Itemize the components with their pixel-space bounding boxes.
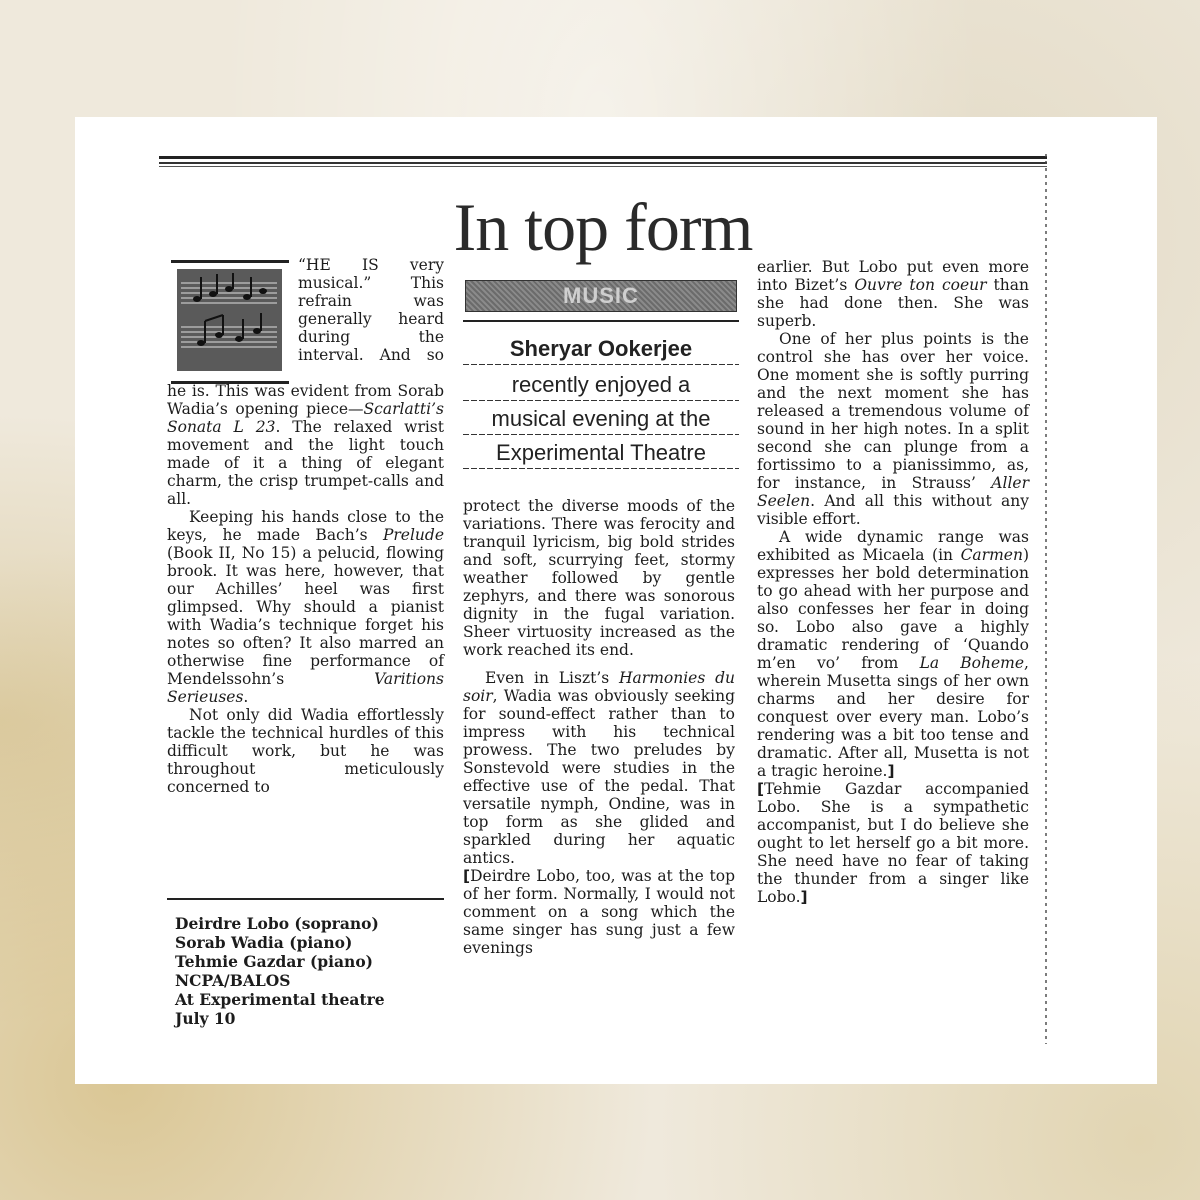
top-rule xyxy=(159,156,1047,159)
section-label: MUSIC xyxy=(563,283,639,308)
italic-title: Scarlatti’s Sonata L 23 xyxy=(167,400,444,436)
lead-line: “HE IS very xyxy=(298,256,444,274)
sheet-music-icon xyxy=(177,269,282,371)
top-rule-3 xyxy=(159,166,1047,167)
edit-bracket: [ xyxy=(463,867,471,885)
italic-title: La Boheme xyxy=(919,654,1025,672)
dotted-rule xyxy=(463,400,739,401)
edit-bracket: ] xyxy=(800,888,808,906)
paragraph xyxy=(757,330,1029,528)
info-line: Sorab Wadia (piano) xyxy=(175,933,353,952)
paragraph xyxy=(757,780,1029,906)
top-rule-2 xyxy=(159,162,1047,164)
text-run: Even in Liszt’s xyxy=(485,669,620,687)
text-run: A wide dynamic range was exhibited as Micaela (in xyxy=(757,528,1029,564)
newspaper-clipping xyxy=(159,152,1047,1052)
italic-title: Prelude xyxy=(382,526,444,544)
byline-author: Sheryar Ookerjee xyxy=(509,336,693,361)
lead-paragraph xyxy=(298,256,444,364)
column-2-body xyxy=(463,497,735,957)
byline-line: recently enjoyed a xyxy=(511,372,691,397)
paragraph xyxy=(757,528,1029,780)
text-run: . And all this without any visible effort. xyxy=(757,492,1029,528)
text-run: Keeping his hands close to the keys, he made Bach’s xyxy=(167,508,444,544)
text-run: Tehmie Gazdar accompanied Lobo. She is a sympathetic accompanist, but I do believe she ought to let herself go a bit more. She need have no fear of taking the thunder from a singer like Lobo. xyxy=(757,780,1029,906)
lead-line: generally heard xyxy=(298,310,444,328)
info-line: NCPA/BALOS xyxy=(175,971,291,990)
text-run: ) expresses her bold determination to go ahead with her purpose and also confesses her fear in doing so. Lobo also gave a highly dramatic rendering of ‘Quando m’en vo’ from xyxy=(757,546,1029,672)
right-edge-rule xyxy=(1045,154,1047,1044)
lead-line: musical.” This xyxy=(298,274,444,292)
section-rule xyxy=(463,320,739,322)
column-1-body xyxy=(167,382,444,796)
dotted-rule xyxy=(463,434,739,435)
sheet-music-illustration xyxy=(171,260,289,384)
info-line: Tehmie Gazdar (piano) xyxy=(175,952,374,971)
italic-title: Varitions Serieuses xyxy=(167,670,444,706)
info-line: Deirdre Lobo (soprano) xyxy=(175,914,379,933)
info-box-rule xyxy=(167,898,444,900)
text-run: Deirdre Lobo, too, was at the top of her form. Normally, I would not comment on a song which the same singer has sung just a few evenings xyxy=(463,867,735,957)
dotted-rule xyxy=(463,468,739,469)
info-line: At Experimental theatre xyxy=(175,990,385,1009)
headline: In top form xyxy=(453,189,753,265)
paragraph xyxy=(463,867,735,957)
italic-title: Harmonies du soir xyxy=(463,669,735,705)
byline-line: musical evening at the xyxy=(491,406,711,431)
text-run: than she had done then. She was superb. xyxy=(757,276,1029,330)
byline-line: Experimental Theatre xyxy=(496,440,706,465)
text-run: One of her plus points is the control she has over her voice. One moment she is softly purring and the next moment she has released a tremendous volume of sound in her high notes. In a split second she can plunge from a fortissimo to a pianissimmo, as, for instance, in Strauss’ xyxy=(757,330,1029,492)
lead-line: interval. And so xyxy=(298,346,444,364)
text-run: (Book II, No 15) a pelucid, flowing brook. It was here, however, that our Achilles’ heel was first glimpsed. Why should a pianist with Wadia’s technique forget his notes so often? It also marred an otherwise fine performance of Mendelssohn’s xyxy=(167,544,444,688)
paragraph xyxy=(167,382,444,508)
paragraph xyxy=(463,669,735,867)
lead-line: during the xyxy=(298,328,444,346)
edit-bracket: ] xyxy=(887,762,895,780)
paragraph xyxy=(167,508,444,706)
info-line: July 10 xyxy=(175,1009,236,1028)
text-run: . The relaxed wrist movement and the light touch made of it a thing of elegant charm, the crisp trumpet-calls and all. xyxy=(167,418,444,508)
lead-line: refrain was xyxy=(298,292,444,310)
section-label-box xyxy=(465,280,737,312)
italic-title: Ouvre ton coeur xyxy=(854,276,987,294)
text-run: earlier. But Lobo put even more into Bizet’s xyxy=(757,258,1029,294)
italic-title: Carmen xyxy=(960,546,1023,564)
paragraph: Not only did Wadia effortlessly tackle the technical hurdles of this difficult work, but he was throughout meticulously concerned to xyxy=(167,706,444,796)
dotted-rule xyxy=(463,364,739,365)
column-3-body xyxy=(757,258,1029,906)
paragraph xyxy=(757,258,1029,330)
paragraph: protect the diverse moods of the variations. There was ferocity and tranquil lyricism, big bold strides and soft, scurrying feet, stormy weather followed by gentle zephyrs, and there was sonorous dignity in the fugal variation. Sheer virtuosity increased as the work reached its end. xyxy=(463,497,735,659)
text-run: . xyxy=(243,688,249,706)
concert-info-box xyxy=(175,914,445,1028)
edit-bracket: [ xyxy=(757,780,765,798)
text-run: , Wadia was obviously seeking for sound-effect rather than to impress with his technical prowess. The two preludes by Sonstevold were studies in the effective use of the pedal. That versatile nymph, Ondine, was in top form as she glided and sparkled during her aquatic antics. xyxy=(463,687,735,867)
text-run: he is. This was evident from Sorab Wadia’s opening piece— xyxy=(167,382,444,418)
italic-title: Aller Seelen xyxy=(757,474,1029,510)
text-run: , wherein Musetta sings of her own charms and her desire for conquest over every man. Lobo’s rendering was a bit too tense and dramatic. After all, Musetta is not a tragic heroine. xyxy=(757,654,1029,780)
